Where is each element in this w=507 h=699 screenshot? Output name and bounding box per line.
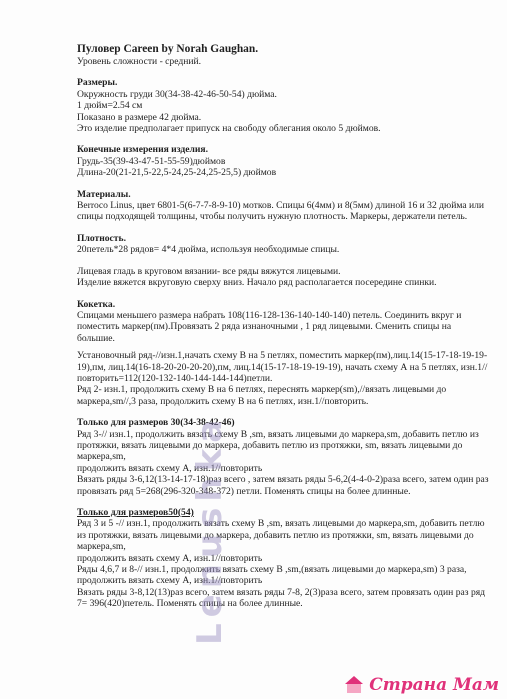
materials-text: Berroco Linus, цвет 6801-5(6-7-7-8-9-10) мотков. Спицы 6(4мм) и 8(5мм) длиной 16 и 32 дюйма или спицы подходящей толщины, чтобы получить нужную плотность. Маркеры, держатели петель. bbox=[77, 200, 485, 223]
yoke-paragraph: Спицами меньшего размера набрать 108(116-128-136-140-140-140) петель. Соединить вкруг и поместить маркер(пм).Провязать 2 ряда изнаночными , 1 ряд лицевыми. Сменить спицы на большие. bbox=[77, 309, 462, 344]
gauge-heading: Плотность. bbox=[77, 232, 126, 244]
sizes-b-paragraph: Ряд 3 и 5 -// изн.1, продолжить вязать схему В ,sm, вязать лицевыми до маркера,sm, добавить петлю из протяжки, вязать лицевыми до маркера, добавить петлю из протяжки, sm, вязать лицевыми до маркера,sm, bbox=[77, 518, 485, 553]
site-logo-text: Страна Мам bbox=[369, 675, 499, 695]
sizes-b-paragraph: продолжить вязать схему А, изн.1//повторить bbox=[77, 552, 263, 564]
document-title: Пуловер Careen by Norah Gaughan. bbox=[77, 43, 259, 55]
sizes-line: Это изделие предполагает припуск на свободу облегания около 5 дюймов. bbox=[77, 123, 381, 135]
sizes-b-paragraph: Ряды 4,6,7 и 8-// изн.1, продолжить вязать схему В ,sm,(вязать лицевыми до маркера,sm) 3 раза, продолжить вязать схему А, изн.1//повторить bbox=[77, 564, 467, 587]
yoke-paragraph: Ряд 2- изн.1, продолжить схему В на 6 петлях, переснять маркер(sm),//вязать лицевыми до маркера,sm//,3 раза, продолжить схему В на 6 петлях, изн.1//повторить. bbox=[77, 384, 447, 407]
finished-line: Грудь-35(39-43-47-51-55-59)дюймов bbox=[77, 155, 226, 167]
difficulty-level: Уровень сложности - средний. bbox=[77, 56, 202, 67]
gauge-text: 20петель*28 рядов= 4*4 дюйма, используя необходимые спицы. bbox=[77, 244, 340, 256]
finished-line: Длина-20(21-21,5-22,5-24,25-24,25-25,5) дюймов bbox=[77, 167, 277, 179]
sizes-a-paragraph: Ряд 3-// изн.1, продолжить вязать схему В ,sm, вязать лицевыми до маркера,sm, добавить петлю из протяжки, вязать лицевыми до маркера, добавить петлю из протяжки, sm, вязать лицевыми до маркера,sm, bbox=[77, 428, 479, 463]
sizes-line: Показано в размере 42 дюйма. bbox=[77, 111, 202, 123]
document-content bbox=[77, 43, 489, 610]
sizes-b-heading: Только для размеров50(54) bbox=[77, 507, 194, 518]
sizes-a-paragraph: продолжить вязать схему А, изн.1//повторить bbox=[77, 462, 263, 474]
gauge-note: Лицевая гладь в круговом вязании- все ряды вяжутся лицевыми. bbox=[77, 265, 341, 277]
sizes-a-paragraph: Вязать ряды 3-6,12(13-14-17-18)раз всего , затем вязать ряды 5-6,2(4-4-0-2)раза всего, затем один раз провязать ряд 5=268(296-320-348-372) петли. Поменять спицы на более длинные. bbox=[77, 474, 489, 497]
sizes-line: Окружность груди 30(34-38-42-46-50-54) дюйма. bbox=[77, 88, 277, 100]
yoke-paragraph: Установочный ряд-//изн.1,начать схему В на 5 петлях, поместить маркер(пм),лиц.14(15-17-18-19-19-19),пм, лиц.14(16-18-20-20-20-20),пм, лиц.14(15-17-18-19-19-19), начать схему А на 5 петлях, изн.1// повторить=112(120-132-140-144-144-144)петли. bbox=[77, 350, 488, 384]
yoke-heading: Кокетка. bbox=[77, 298, 116, 310]
sizes-heading: Размеры. bbox=[77, 77, 118, 89]
gauge-note: Изделие вяжется вкруговую сверху вниз. Начало ряд располагается посередине спинки. bbox=[77, 277, 437, 289]
handwritten-watermark: Lenushka bbox=[190, 413, 230, 645]
sizes-line: 1 дюйм=2.54 см bbox=[77, 100, 143, 112]
materials-heading: Материалы. bbox=[77, 188, 131, 200]
sizes-a-heading: Только для размеров 30(34-38-42-46) bbox=[77, 417, 235, 429]
site-logo bbox=[343, 675, 499, 695]
finished-heading: Конечные измерения изделия. bbox=[77, 144, 209, 156]
sizes-b-paragraph: Вязать ряды 3-8,12(13)раз всего, затем вязать ряды 7-8, 2(3)раза всего, затем провязать один раз ряд 7= 396(420)петель. Поменять спицы на более длинные. bbox=[77, 586, 486, 610]
house-icon bbox=[343, 676, 365, 694]
